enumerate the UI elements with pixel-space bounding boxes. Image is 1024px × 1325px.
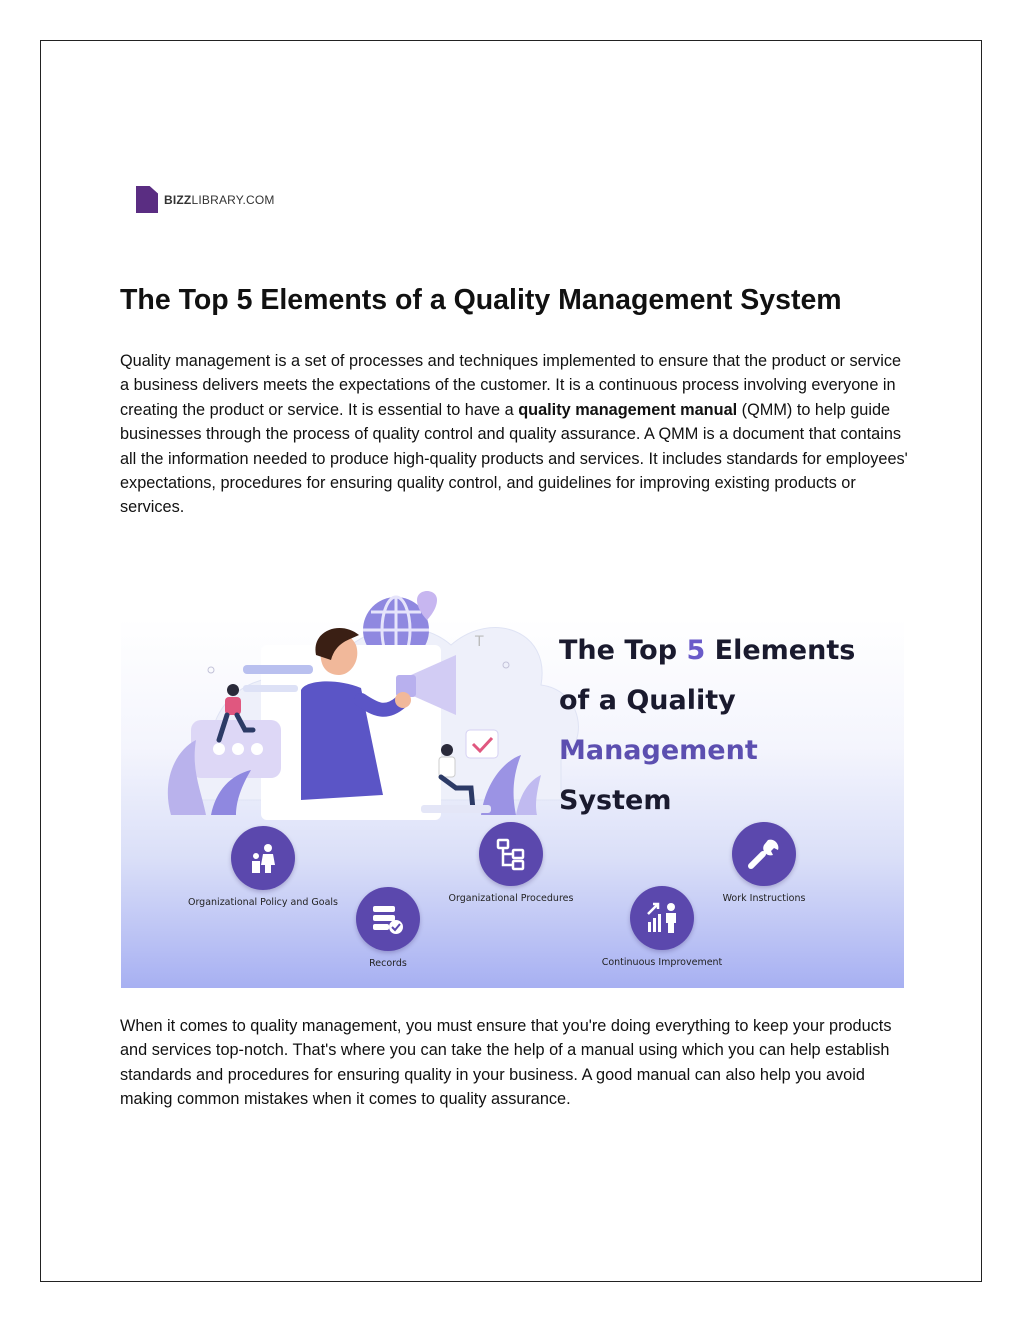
element-label: Organizational Policy and Goals bbox=[187, 897, 339, 908]
element-organizational-procedures bbox=[431, 822, 591, 904]
intro-paragraph: Quality management is a set of processes and techniques implemented to ensure that the product or service a business delivers meets the expectations of the customer. It is a continuous process involving everyone in creating the product or service. It is essential to have a quality management manual (QMM) to help guide businesses through the process of quality control and quality assurance. A QMM is a document that contains all the information needed to produce high-quality products and services. It includes standards for employees' expectations, procedures for ensuring quality control, and guidelines for improving existing products or services. bbox=[120, 352, 908, 517]
qmm-link-text: quality management manual bbox=[518, 400, 738, 419]
element-label: Work Instructions bbox=[722, 893, 806, 904]
outro-paragraph: When it comes to quality management, you must ensure that you're doing everything to keep your products and services top-notch. That's where you can take the help of a manual using which you can help establish standards and procedures for ensuring quality in your business. A good manual can also help you avoid making common mistakes when it comes to quality assurance. bbox=[120, 1017, 892, 1109]
logo-text: BIZZLIBRARY.COM bbox=[164, 192, 275, 207]
hero-infographic bbox=[121, 590, 904, 988]
flowchart-icon bbox=[479, 822, 543, 886]
element-label: Records bbox=[369, 958, 407, 969]
element-label: Organizational Procedures bbox=[448, 893, 574, 904]
element-work-instructions bbox=[704, 822, 824, 904]
growth-person-icon bbox=[630, 886, 694, 950]
tools-icon bbox=[732, 822, 796, 886]
hero-title: The Top 5 Elements of a Quality Management System bbox=[559, 635, 856, 816]
document-logo-icon bbox=[136, 186, 158, 213]
svg-text:T: T bbox=[475, 634, 484, 650]
element-organizational-policy bbox=[173, 826, 353, 908]
element-records bbox=[338, 887, 438, 969]
element-label: Continuous Improvement bbox=[601, 957, 723, 968]
family-icon bbox=[231, 826, 295, 890]
bizzlibrary-logo[interactable] bbox=[136, 186, 275, 213]
records-check-icon bbox=[356, 887, 420, 951]
page-title: The Top 5 Elements of a Quality Management System bbox=[120, 284, 842, 316]
